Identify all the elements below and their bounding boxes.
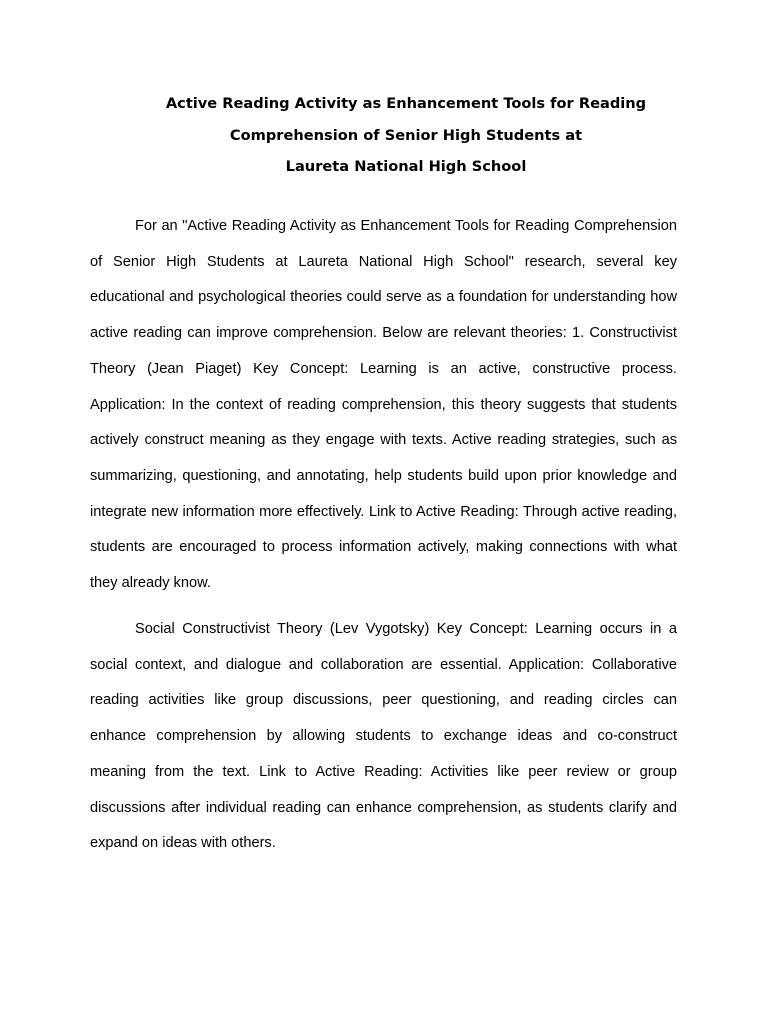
- paragraph-1: [90, 209, 677, 602]
- title-line-1: Active Reading Activity as Enhancement Tools for Reading: [165, 95, 647, 112]
- title-line-2: Comprehension of Senior High Students at: [229, 126, 583, 144]
- document-title: [90, 88, 722, 183]
- paragraph-2: [90, 612, 677, 862]
- paragraph-1-text: For an "Active Reading Activity as Enhancement Tools for Reading Comprehension of Senior High Students at Laureta National High School" research, several key educational and psychological theories could serve as a foundation for understanding how active reading can improve comprehension. Below are relevant theories: 1. Constructivist Theory (Jean Piaget) Key Concept: Learning is an active, constructive process. Application: In the context of reading comprehension, this theory suggests that students actively construct meaning as they engage with texts. Active reading strategies, such as summarizing, questioning, and annotating, help students build upon prior knowledge and integrate new information more effectively. Link to Active Reading: Through active reading, students are encouraged to process information actively, making connections with what they already know.: [90, 218, 677, 592]
- paragraph-2-text: Social Constructivist Theory (Lev Vygotsky) Key Concept: Learning occurs in a social context, and dialogue and collaboration are essential. Application: Collaborative reading activities like group discussions, peer questioning, and reading circles can enhance comprehension by allowing students to exchange ideas and co-construct meaning from the text. Link to Active Reading: Activities like peer review or group discussions after individual reading can enhance comprehension, as students clarify and expand on ideas with others.: [90, 621, 677, 852]
- title-line-3: Laureta National High School: [285, 158, 527, 175]
